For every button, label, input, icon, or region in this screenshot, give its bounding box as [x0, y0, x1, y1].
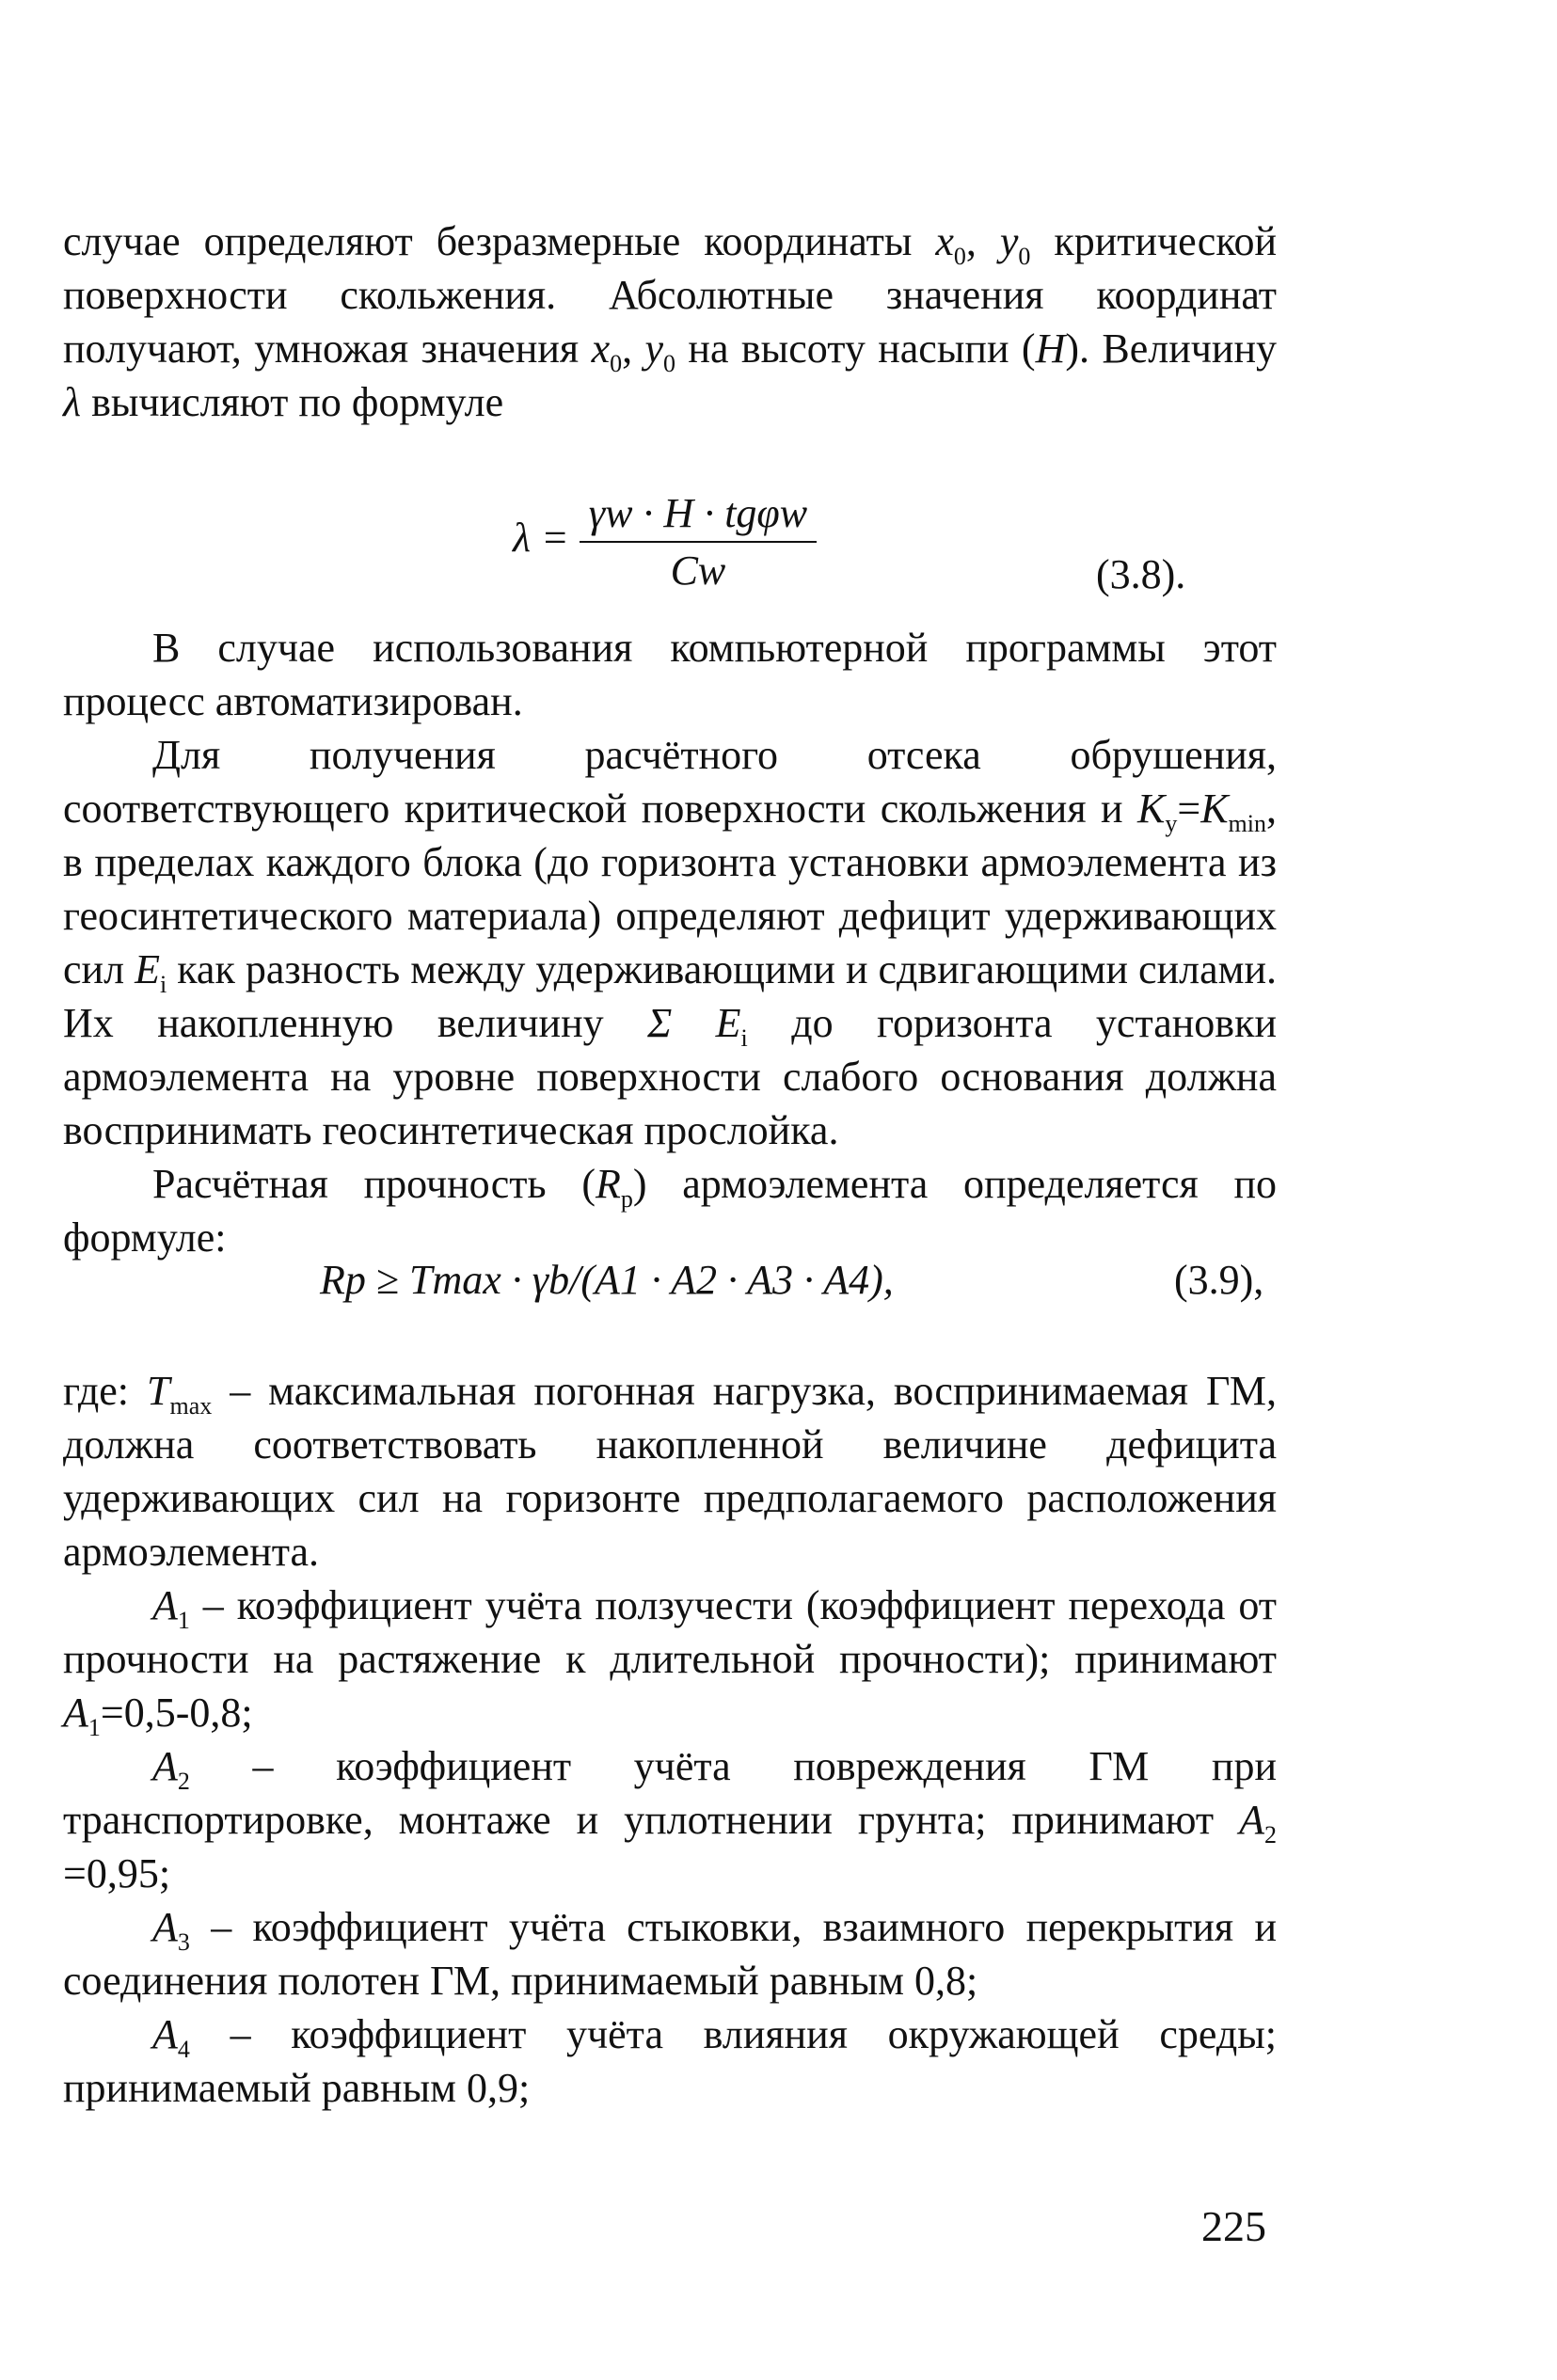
sub: 1	[87, 1714, 101, 1741]
sub: 2	[177, 1768, 190, 1795]
text: – максимальная погонная нагрузка, воспринимаемая ГМ, должна соответствовать накопленной величине дефицита удерживающих сил на горизонте предполагаемого расположения армоэлемента.	[63, 1368, 1278, 1575]
text: – коэффициент учёта влияния окружающей среды; принимаемый равным 0,9;	[63, 2011, 1277, 2111]
coefficient-a1	[63, 1579, 1277, 1739]
intro-paragraph	[63, 214, 1277, 429]
var-k: K	[1137, 785, 1166, 832]
sub: min	[1228, 810, 1266, 837]
text: – коэффициент учёта ползучести (коэффициент перехода от прочности на растяжение к длительной прочности); принимают	[63, 1582, 1277, 1682]
fraction-denominator: Cw	[670, 547, 726, 594]
sub: 0	[610, 350, 623, 377]
sub: 1	[177, 1607, 190, 1634]
sub: 3	[177, 1928, 190, 1956]
text: ). Величину	[1065, 325, 1277, 372]
var-a: A	[152, 1743, 178, 1789]
text: Для получения расчётного отсека обрушения, соответствующего критической поверхности скольжения и	[63, 732, 1277, 832]
text: – коэффициент учёта повреждения ГМ при транспортировке, монтаже и уплотнении грунта; принимают	[63, 1743, 1277, 1843]
text: случае определяют безразмерные координаты	[63, 218, 936, 264]
var-x: x	[935, 218, 954, 264]
page-number: 225	[1201, 2202, 1266, 2250]
var-sum-e: Σ E	[647, 1000, 741, 1046]
coefficient-a4	[63, 2007, 1277, 2115]
var-x: x	[591, 325, 611, 372]
sub: 4	[177, 2036, 190, 2063]
text: критической поверхности скольжения. Абсолютные значения координат получают, умножая значения	[63, 218, 1278, 372]
sub: p	[620, 1185, 633, 1213]
text: =0,5-0,8;	[100, 1690, 253, 1736]
paragraph-deficit	[63, 728, 1277, 1157]
var-y: y	[999, 218, 1019, 264]
var-y: y	[644, 325, 664, 372]
sep: ,	[965, 218, 1000, 264]
fraction-numerator: γw · H · tgφw	[580, 489, 817, 543]
sub: 0	[953, 243, 966, 270]
var-a: A	[1239, 1797, 1264, 1843]
coefficient-a2	[63, 1739, 1277, 1900]
text: вычисляют по формуле	[81, 379, 504, 425]
sub: 0	[663, 350, 676, 377]
sub: i	[159, 971, 167, 998]
var-a: A	[63, 1690, 88, 1736]
sub: max	[169, 1392, 213, 1420]
text: Расчётная прочность (	[152, 1161, 596, 1207]
var-h: H	[1035, 325, 1066, 372]
definitions	[63, 1364, 1277, 2115]
coefficient-a3	[63, 1900, 1277, 2007]
sub: 0	[1018, 243, 1031, 270]
formula-3-9: Rp ≥ Tmax · γb/(A1 · A2 · A3 · A4),	[320, 1257, 894, 1303]
var-a: A	[152, 1582, 178, 1628]
text: =	[1177, 785, 1201, 832]
formula-lhs: λ =	[513, 515, 569, 562]
text: , в пределах каждого блока (до горизонта установки армоэлемента из геосинтетического материала) определяют дефицит удерживающих сил	[63, 785, 1277, 992]
fraction	[580, 489, 817, 595]
text: ) армоэлемента определяется по формуле:	[63, 1161, 1277, 1261]
paragraph-coordinates	[63, 214, 1277, 429]
var-r: R	[595, 1161, 621, 1207]
text: как разность между удерживающими и сдвигающими силами. Их накопленную величину	[63, 946, 1277, 1046]
equation-number-3-8: (3.8).	[1096, 551, 1186, 597]
var-e: E	[135, 946, 160, 992]
var-t: T	[146, 1368, 170, 1414]
var-k: K	[1200, 785, 1229, 832]
var-a: A	[152, 1904, 178, 1950]
var-a: A	[152, 2011, 178, 2057]
text: =0,95;	[63, 1850, 171, 1896]
equation-number-3-9: (3.9),	[1174, 1257, 1264, 1303]
body-text	[63, 621, 1277, 1264]
sep: ,	[622, 325, 645, 372]
text: до горизонта установки армоэлемента на уровне поверхности слабого основания должна воспринимать геосинтетическая прослойка.	[63, 1000, 1278, 1153]
sub: 2	[1264, 1821, 1277, 1848]
sub: y	[1165, 810, 1178, 837]
var-lambda: λ	[63, 379, 82, 425]
paragraph-tmax	[63, 1364, 1277, 1579]
text: где:	[63, 1368, 147, 1414]
sub: i	[740, 1024, 748, 1052]
text: – коэффициент учёта стыковки, взаимного перекрытия и соединения полотен ГМ, принимаемый равным 0,8;	[63, 1904, 1277, 2004]
paragraph-software: В случае использования компьютерной программы этот процесс автоматизирован.	[63, 625, 1277, 724]
text: на высоту насыпи (	[675, 325, 1036, 372]
formula-3-8	[513, 489, 817, 595]
paragraph-strength	[63, 1157, 1277, 1264]
